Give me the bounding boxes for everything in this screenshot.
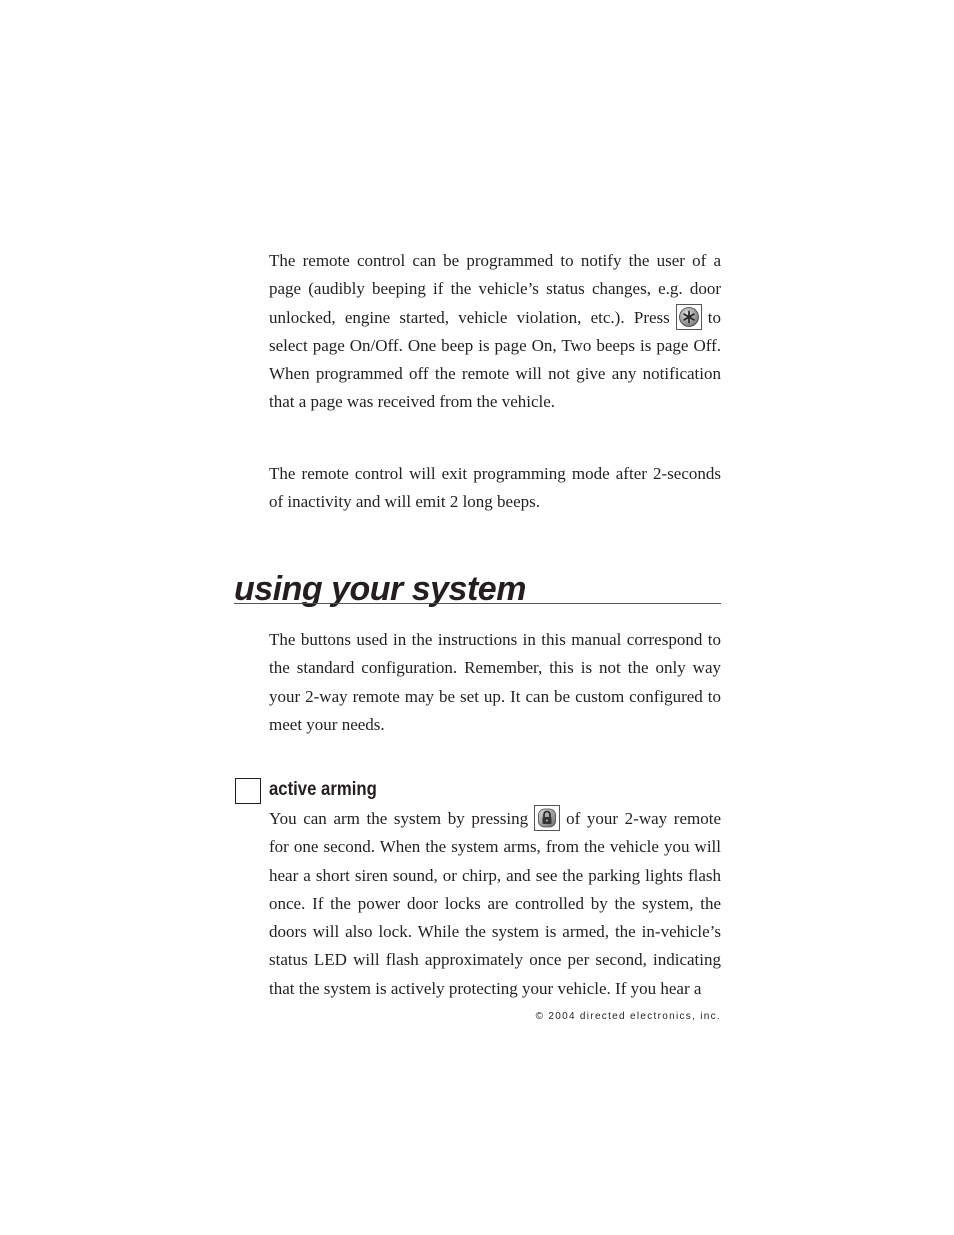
lock-button-icon [534, 805, 560, 831]
asterisk-button-icon [676, 304, 702, 330]
footer-copyright: © 2004 directed electronics, inc. [535, 1011, 721, 1022]
active-arming-paragraph [269, 805, 721, 1003]
section-title: using your system [234, 570, 526, 608]
page-notify-text-before: The remote control can be programmed to notify the user of a page (audibly beeping if the vehicle’s status changes, e.g. door unlocked, engine started, vehicle violation, etc.). Press [269, 251, 721, 327]
active-arming-text-before: You can arm the system by pressing [269, 809, 529, 828]
checkbox-icon [235, 778, 261, 804]
page-notify-text-after: to select page On/Off. One beep is page On, Two beeps is page Off. When programmed off the remote will not give any notification that a page was received from the vehicle. [269, 307, 721, 412]
page-notify-paragraph [269, 247, 721, 417]
section-divider [234, 603, 721, 604]
buttons-intro-paragraph: The buttons used in the instructions in this manual correspond to the standard configuration. Remember, this is not the only way your 2-way remote may be set up. It can be custom configured to meet your needs. [269, 630, 721, 734]
active-arming-text-after: of your 2-way remote for one second. When the system arms, from the vehicle you will hear a short siren sound, or chirp, and see the parking lights flash once. If the power door locks are controlled by the system, the doors will also lock. While the system is armed, the in-vehicle’s status LED will flash approximately once per second, indicating that the system is actively protecting your vehicle. If you hear a [269, 809, 721, 998]
exit-programming-paragraph: The remote control will exit programming mode after 2-seconds of inactivity and will emit 2 long beeps. [269, 464, 721, 512]
subsection-title: active arming [269, 779, 377, 800]
